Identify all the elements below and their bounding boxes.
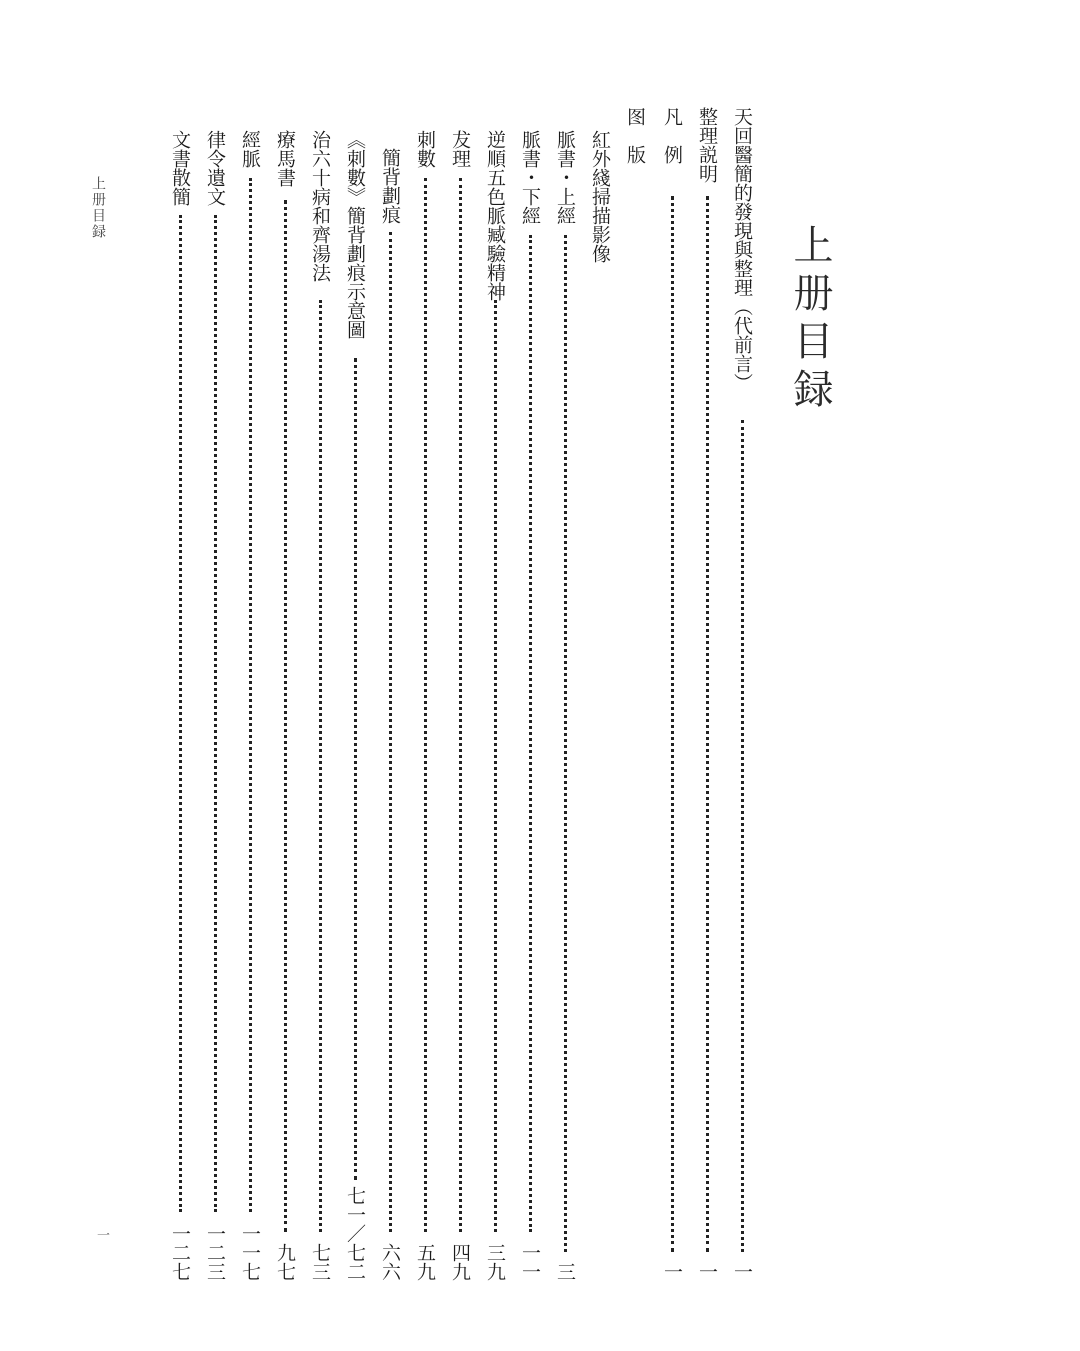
toc-entry-title: 經脈 bbox=[239, 130, 261, 168]
toc-leader-dots bbox=[564, 235, 567, 1252]
toc-entry-title: 刺數 bbox=[414, 130, 436, 168]
toc-entry-page: 九七 bbox=[274, 1243, 296, 1281]
toc-entry-page: 一一七 bbox=[239, 1224, 261, 1281]
toc-entry-title: 脈書・上經 bbox=[554, 130, 576, 225]
toc-leader-dots bbox=[179, 215, 182, 1212]
toc-entry-title: 脈書・下經 bbox=[519, 130, 541, 225]
toc-leader-dots bbox=[284, 200, 287, 1232]
toc-entry-page: 七三 bbox=[309, 1243, 331, 1281]
toc-entry-page: 一 bbox=[696, 1262, 718, 1281]
toc-entry-title: 簡背劃痕 bbox=[379, 148, 401, 224]
toc-leader-dots bbox=[214, 215, 217, 1212]
toc-entry-page: 五九 bbox=[414, 1243, 436, 1281]
toc-entry-page: 一二七 bbox=[169, 1224, 191, 1281]
toc-entry-title: 律令遺文 bbox=[204, 130, 226, 206]
toc-entry-title: 治六十病和齊湯法 bbox=[309, 130, 331, 282]
toc-entry-page: 六六 bbox=[379, 1243, 401, 1281]
toc-entry-title: 《刺數》簡背劃痕示意圖 bbox=[344, 130, 366, 339]
toc-entry-title: 天回醫簡的發現與整理（代前言） bbox=[731, 107, 753, 392]
page-number: 一 bbox=[94, 1228, 109, 1241]
toc-entry-title: 整理説明 bbox=[696, 107, 718, 183]
toc-entry-page: 三 bbox=[554, 1262, 576, 1281]
toc-leader-dots bbox=[494, 300, 497, 1232]
toc-entry-title: 图 版 bbox=[624, 107, 646, 164]
toc-entry-page: 四九 bbox=[449, 1243, 471, 1281]
toc-leader-dots bbox=[389, 232, 392, 1232]
toc-entry-page: 一二三 bbox=[204, 1224, 226, 1281]
toc-entry-page: 一 bbox=[661, 1262, 683, 1281]
toc-leader-dots bbox=[354, 358, 357, 1180]
toc-leader-dots bbox=[424, 178, 427, 1232]
toc-entry-page: 一一 bbox=[519, 1243, 541, 1281]
page-title: 上册目録 bbox=[787, 224, 833, 416]
toc-entry-title: 逆順五色脈臧驗精神 bbox=[484, 130, 506, 301]
toc-entry-page: 三九 bbox=[484, 1243, 506, 1281]
toc-leader-dots bbox=[706, 196, 709, 1252]
toc-entry-title: 紅外綫掃描影像 bbox=[589, 130, 611, 263]
toc-entry-page: 一 bbox=[731, 1262, 753, 1281]
toc-entry-title: 文書散簡 bbox=[169, 130, 191, 206]
running-header: 上册目録 bbox=[90, 176, 106, 240]
toc-entry-title: 凡 例 bbox=[661, 107, 683, 164]
toc-leader-dots bbox=[741, 420, 744, 1252]
toc-leader-dots bbox=[529, 235, 532, 1232]
toc-leader-dots bbox=[249, 178, 252, 1212]
toc-leader-dots bbox=[319, 300, 322, 1232]
toc-entry-title: 療馬書 bbox=[274, 130, 296, 187]
toc-entry-title: 犮理 bbox=[449, 130, 471, 168]
toc-entry-page: 七一／七二 bbox=[344, 1186, 366, 1281]
toc-leader-dots bbox=[459, 178, 462, 1232]
toc-leader-dots bbox=[671, 196, 674, 1252]
